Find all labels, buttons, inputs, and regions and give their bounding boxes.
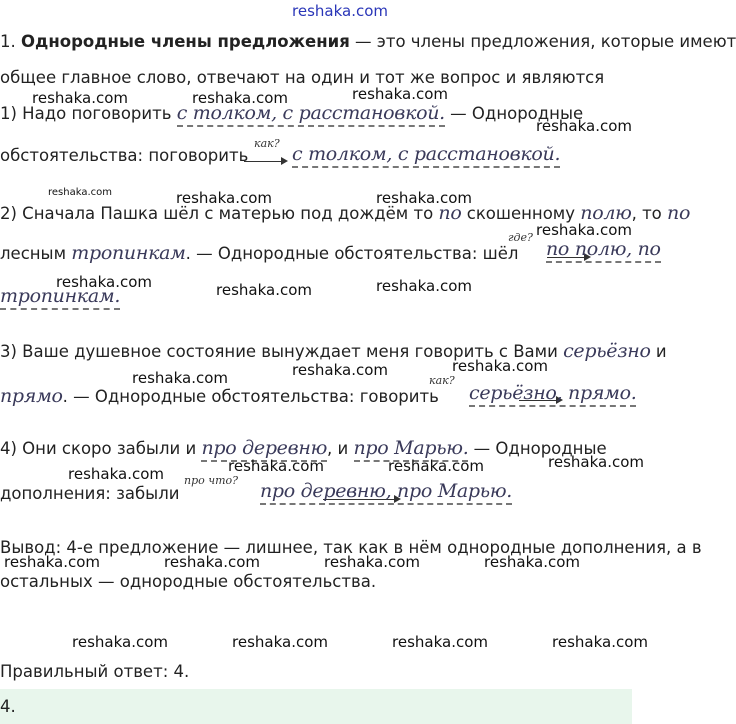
sentence-3-analysis: . — Однородные обстоятельства: говорить (62, 387, 439, 406)
sentence-2-hw-a: по (438, 202, 462, 224)
sentence-1-line-2 (0, 146, 248, 165)
watermark[interactable]: reshaka.com (32, 89, 128, 107)
sentence-4-answer: про деревню, про Марью. (260, 480, 512, 505)
sentence-4-mid: , и (327, 439, 354, 458)
question-label-2: где? (508, 231, 533, 244)
sentence-2-mid2: , то (631, 204, 668, 223)
definition-line-2: общее главное слово, отвечают на один и тот же вопрос и являются (0, 68, 605, 87)
watermark[interactable]: reshaka.com (216, 281, 312, 299)
answer-box (0, 689, 632, 724)
watermark[interactable]: reshaka.com (56, 273, 152, 291)
watermark[interactable]: reshaka.com (452, 357, 548, 375)
watermark[interactable]: reshaka.com (552, 633, 648, 651)
watermark[interactable]: reshaka.com (292, 361, 388, 379)
watermark[interactable]: reshaka.com (392, 633, 488, 651)
sentence-4-tail: — Однородные (468, 439, 607, 458)
watermark[interactable]: reshaka.com (232, 633, 328, 651)
sentence-2-mid: скошенному (461, 204, 581, 223)
sentence-2-hw-b: полю (580, 202, 632, 224)
watermark[interactable]: reshaka.com (68, 465, 164, 483)
watermark[interactable]: reshaka.com (388, 457, 484, 475)
sentence-1-handwriting: с толком, с расстановкой. (177, 102, 445, 127)
watermark[interactable]: reshaka.com (376, 189, 472, 207)
watermark[interactable]: reshaka.com (548, 453, 644, 471)
sentence-4-text: 4) Они скоро забыли и (0, 439, 202, 458)
sentence-3-hw-a: серьёзно (563, 340, 651, 362)
sentence-2-hw-d: тропинкам (71, 242, 186, 264)
answer-label: Правильный ответ: 4. (0, 662, 190, 681)
watermark[interactable]: reshaka.com (176, 189, 272, 207)
sentence-1-answer: с толком, с расстановкой. (292, 143, 560, 168)
sentence-2-text: 2) Сначала Пашка шёл с матерью под дождём то (0, 204, 439, 223)
sentence-2-l2a: лесным (0, 244, 72, 263)
question-label-3: как? (429, 374, 455, 387)
watermark[interactable]: reshaka.com (164, 553, 260, 571)
definition-line-1 (0, 32, 736, 51)
sentence-2-answer: по полю, по (546, 238, 661, 263)
watermark[interactable]: reshaka.com (228, 457, 324, 475)
watermark[interactable]: reshaka.com (132, 369, 228, 387)
watermark[interactable]: reshaka.com (376, 277, 472, 295)
definition-term: Однородные члены предложения (21, 32, 350, 51)
sentence-1-analysis: обстоятельства: поговорить (0, 146, 249, 165)
question-label-4: про что? (184, 474, 239, 487)
sentence-4-line-2: дополнения: забыли (0, 484, 180, 503)
watermark[interactable]: reshaka.com (536, 117, 632, 135)
header-watermark[interactable]: reshaka.com (292, 2, 388, 20)
watermark[interactable]: reshaka.com (484, 553, 580, 571)
conclusion-line-2: остальных — однородные обстоятельства. (0, 572, 377, 591)
sentence-1-text: 1) Надо поговорить (0, 104, 177, 123)
sentence-3-answer: серьёзно, прямо. (469, 382, 636, 407)
sentence-2-answer-cont: тропинкам. (0, 285, 120, 310)
watermark[interactable]: reshaka.com (48, 187, 112, 198)
sentence-2-analysis: . — Однородные обстоятельства: шёл (185, 244, 519, 263)
watermark[interactable]: reshaka.com (324, 553, 420, 571)
watermark[interactable]: reshaka.com (352, 85, 448, 103)
watermark[interactable]: reshaka.com (536, 221, 632, 239)
sentence-2-line-2 (0, 242, 518, 264)
sentence-4-line-1 (0, 437, 607, 459)
sentence-3-tail: и (650, 342, 667, 361)
sentence-2-hw-c: по (667, 202, 691, 224)
sentence-4-hw-a: про деревню (201, 437, 327, 462)
watermark[interactable]: reshaka.com (4, 553, 100, 571)
sentence-4-hw-b: про Марью. (354, 437, 469, 462)
sentence-3-line-1 (0, 340, 667, 362)
watermark[interactable]: reshaka.com (72, 633, 168, 651)
conclusion-line-1: Вывод: 4-е предложение — лишнее, так как в нём однородные дополнения, а в (0, 538, 702, 557)
question-label-1: как? (254, 137, 280, 150)
answer-value: 4. (0, 697, 16, 716)
definition-number: 1. (0, 32, 16, 51)
sentence-1-tail: — Однородные (444, 104, 584, 123)
sentence-3-line-2 (0, 385, 439, 407)
definition-text: — это члены предложения, которые имеют (349, 32, 736, 51)
sentence-3-hw-b: прямо (0, 385, 63, 407)
sentence-3-text: 3) Ваше душевное состояние вынуждает меня говорить с Вами (0, 342, 564, 361)
arrow-icon (244, 157, 288, 167)
watermark[interactable]: reshaka.com (192, 89, 288, 107)
